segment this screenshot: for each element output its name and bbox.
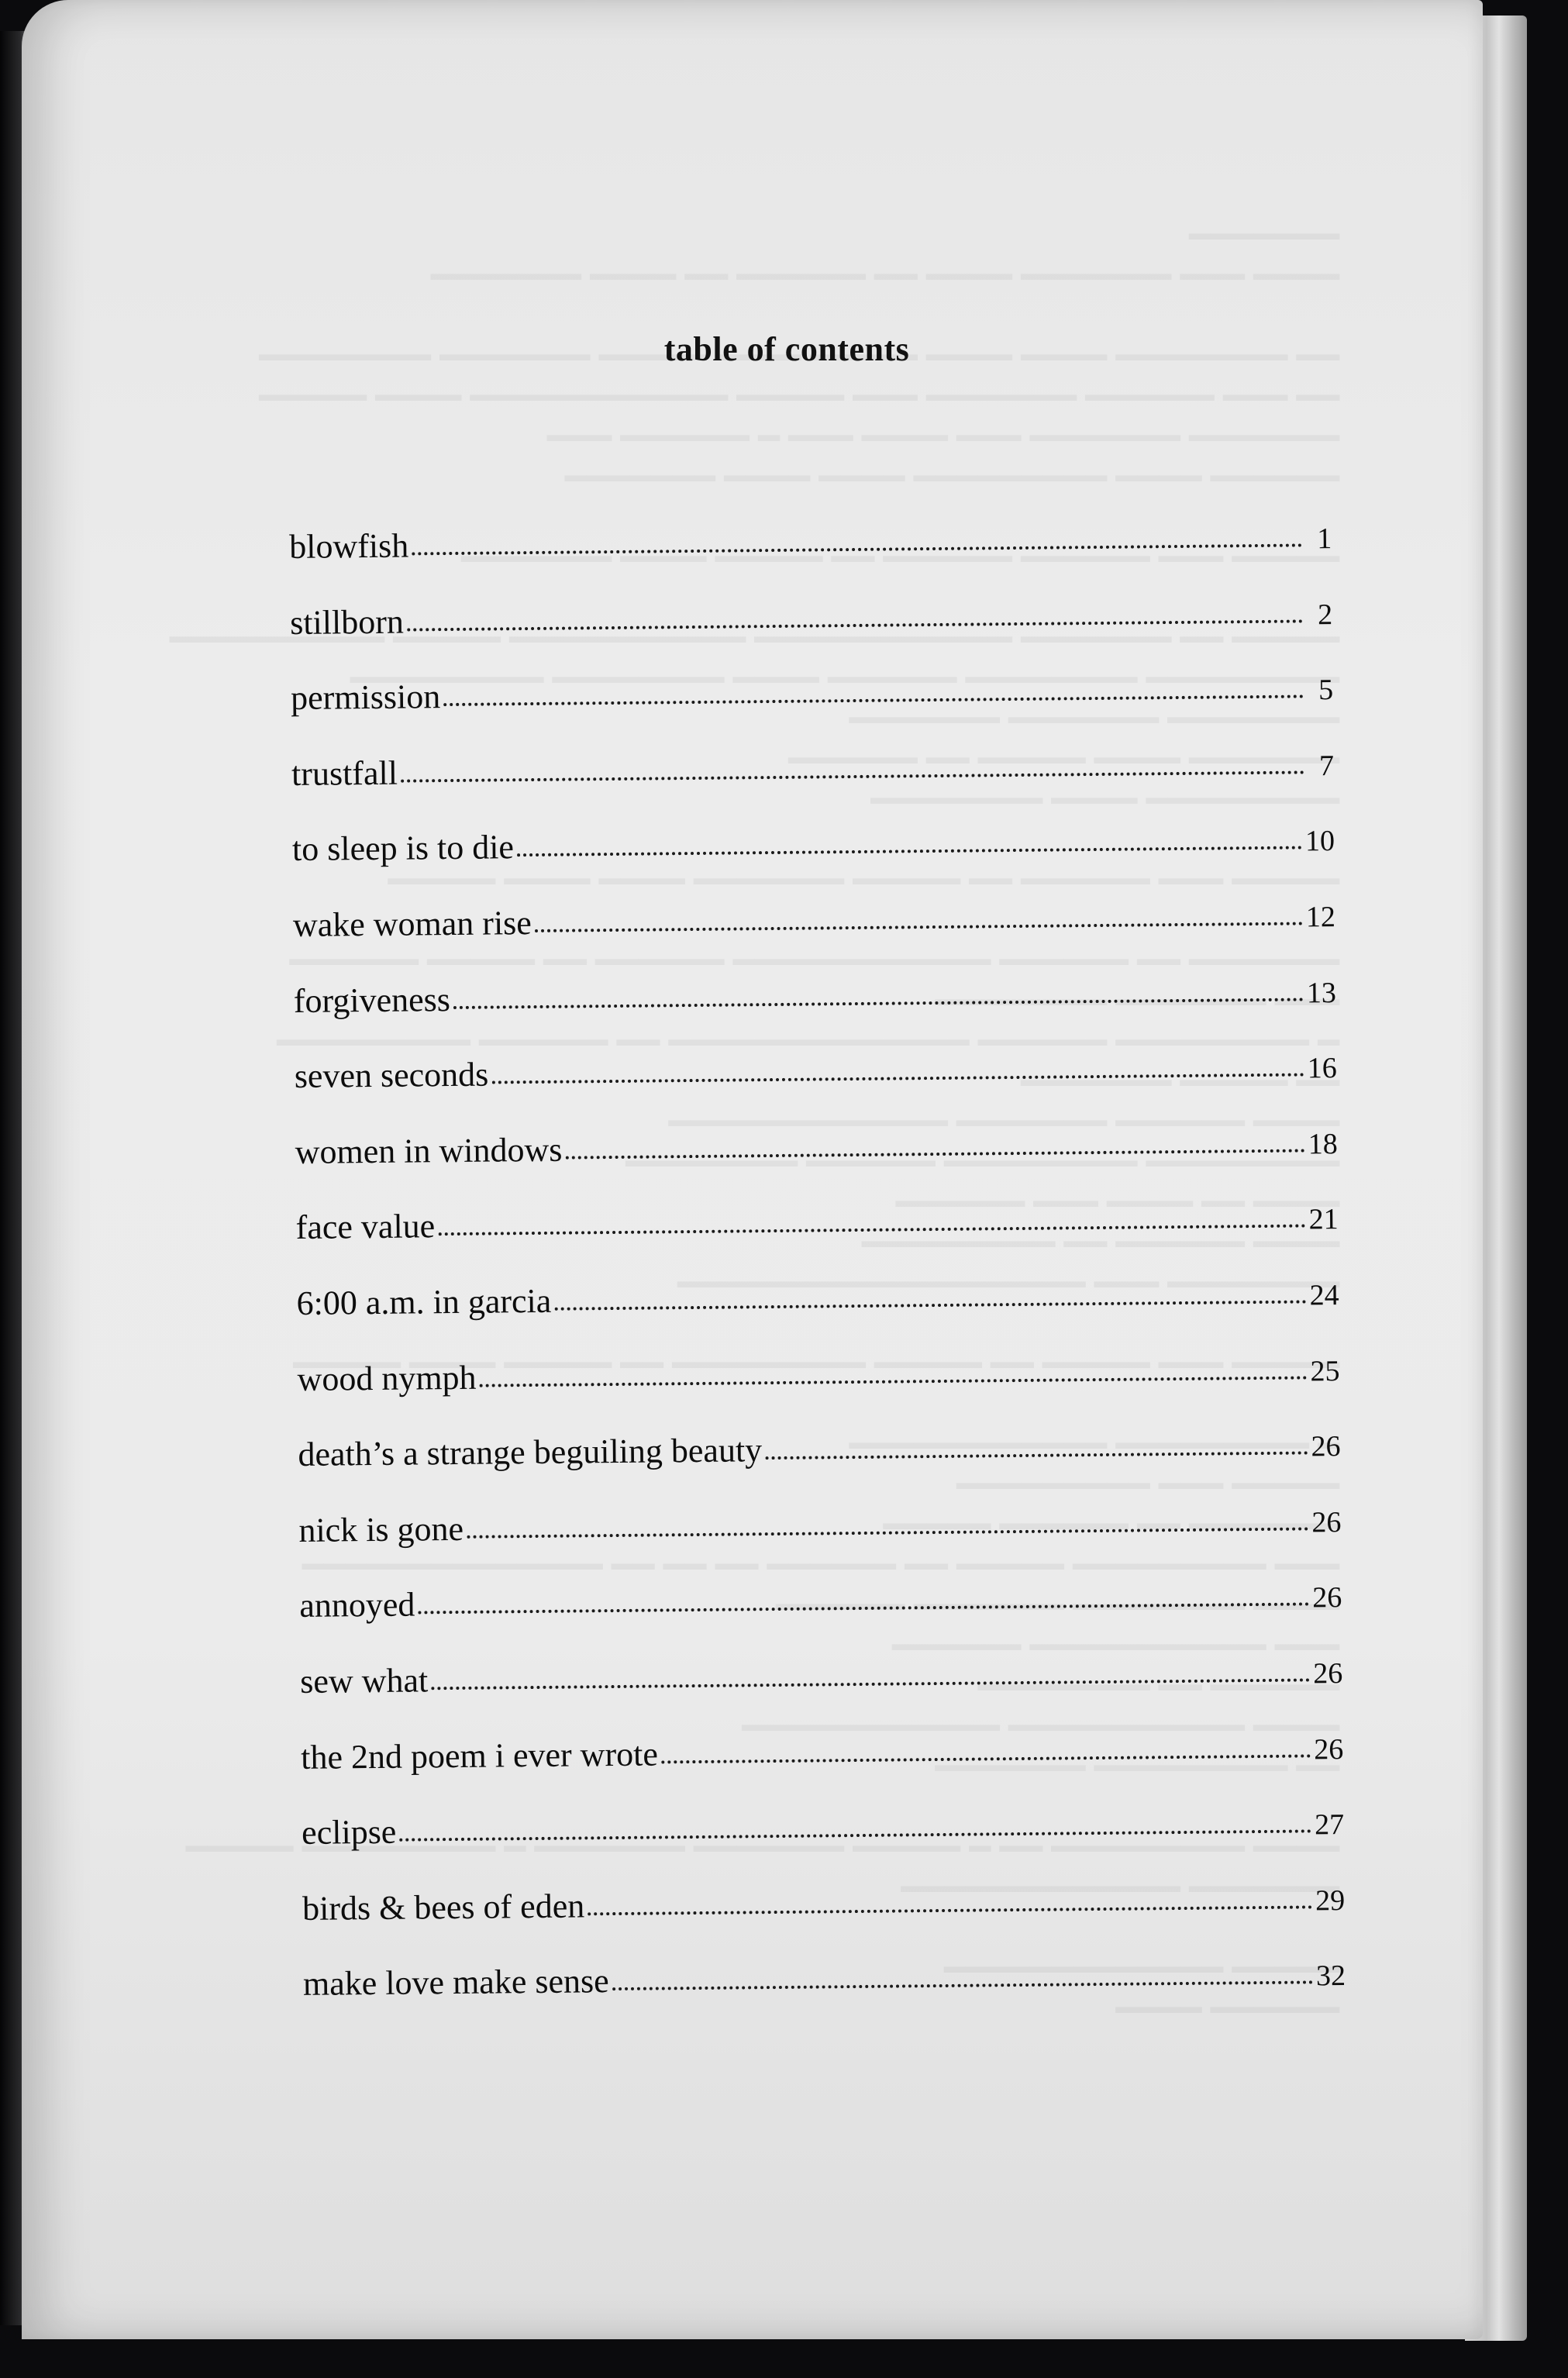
page-number: 26 [1311,1430,1341,1463]
entry-title: birds & bees of eden [302,1887,585,1928]
dot-leader [612,1981,1313,1991]
page-number: 26 [1311,1505,1342,1539]
page-number: 24 [1309,1278,1339,1312]
entry-title: eclipse [301,1812,397,1852]
entry-title: trustfall [291,753,398,793]
entry-title: blowfish [289,526,409,566]
entry-title: wood nymph [297,1358,477,1398]
entry-title: to sleep is to die [291,828,515,869]
toc-entry [299,1576,1342,1662]
page-number: 32 [1315,1959,1346,1993]
toc-entry [298,1425,1341,1511]
page-number: 25 [1310,1354,1340,1387]
entry-title: nick is gone [298,1509,464,1549]
page-number: 5 [1318,674,1334,707]
page-number: 7 [1318,749,1335,783]
toc-entry [296,1273,1339,1360]
entry-title: wake woman rise [292,903,532,944]
dot-leader [554,1300,1306,1310]
page-number: 13 [1306,976,1337,1009]
dot-leader [467,1527,1308,1538]
toc-entry [295,1198,1339,1284]
toc-entry [300,1652,1343,1738]
entry-title: annoyed [299,1585,415,1625]
dot-leader [443,695,1304,707]
dot-leader [517,846,1302,857]
entry-title: sew what [300,1661,429,1701]
page-number: 2 [1317,598,1333,631]
toc-entry [297,1349,1340,1435]
page-number: 26 [1313,1732,1344,1766]
dot-leader [565,1149,1304,1159]
toc-entry [302,1803,1345,1889]
dot-leader [535,922,1303,932]
toc-entry [294,971,1337,1057]
page-title: table of contents [663,330,910,368]
entry-title: death’s a strange beguiling beauty [298,1431,763,1474]
page-number: 21 [1308,1203,1339,1236]
entry-title: 6:00 a.m. in garcia [296,1281,552,1322]
toc-entry [303,1954,1346,2040]
page-number: 18 [1308,1127,1338,1161]
toc-list [289,517,1346,2040]
entry-title: stillborn [289,602,405,642]
page-number: 27 [1314,1808,1345,1842]
entry-title: women in windows [295,1130,563,1171]
page-number: 12 [1305,901,1336,934]
dot-leader [407,619,1303,631]
dot-leader [453,998,1304,1009]
dot-leader [431,1678,1310,1690]
dot-leader [418,1603,1309,1615]
entry-title: face value [295,1207,436,1247]
entry-title: seven seconds [294,1055,489,1096]
toc-entry [289,517,1332,603]
toc-entry [295,1122,1338,1208]
entry-title: forgiveness [293,980,451,1020]
entry-title: the 2nd poem i ever wrote [300,1735,659,1777]
page-number: 29 [1315,1883,1346,1918]
page-number: 16 [1307,1052,1337,1085]
page-number: 1 [1317,522,1332,556]
dot-leader [399,1830,1311,1842]
dot-leader [412,543,1302,555]
dot-leader [438,1225,1305,1236]
dot-leader [765,1452,1308,1460]
dot-leader [401,770,1304,782]
entry-title: make love make sense [302,1962,609,2004]
dot-leader [588,1905,1312,1915]
toc-entry [290,593,1333,679]
book-page [22,0,1483,2339]
toc-entry [292,819,1335,905]
toc-entry [302,1879,1346,1965]
page-number: 10 [1304,825,1335,858]
entry-title: permission [290,677,441,718]
toc-entry [295,1046,1338,1132]
page-number: 26 [1313,1656,1343,1690]
toc-entry [291,744,1335,830]
dot-leader [480,1376,1308,1387]
toc-entry [301,1728,1344,1814]
page-number: 26 [1312,1581,1342,1615]
toc-entry [293,895,1336,981]
toc-entry [298,1501,1342,1587]
dot-leader [661,1754,1311,1763]
toc-entry [291,668,1334,754]
dot-leader [491,1074,1304,1084]
